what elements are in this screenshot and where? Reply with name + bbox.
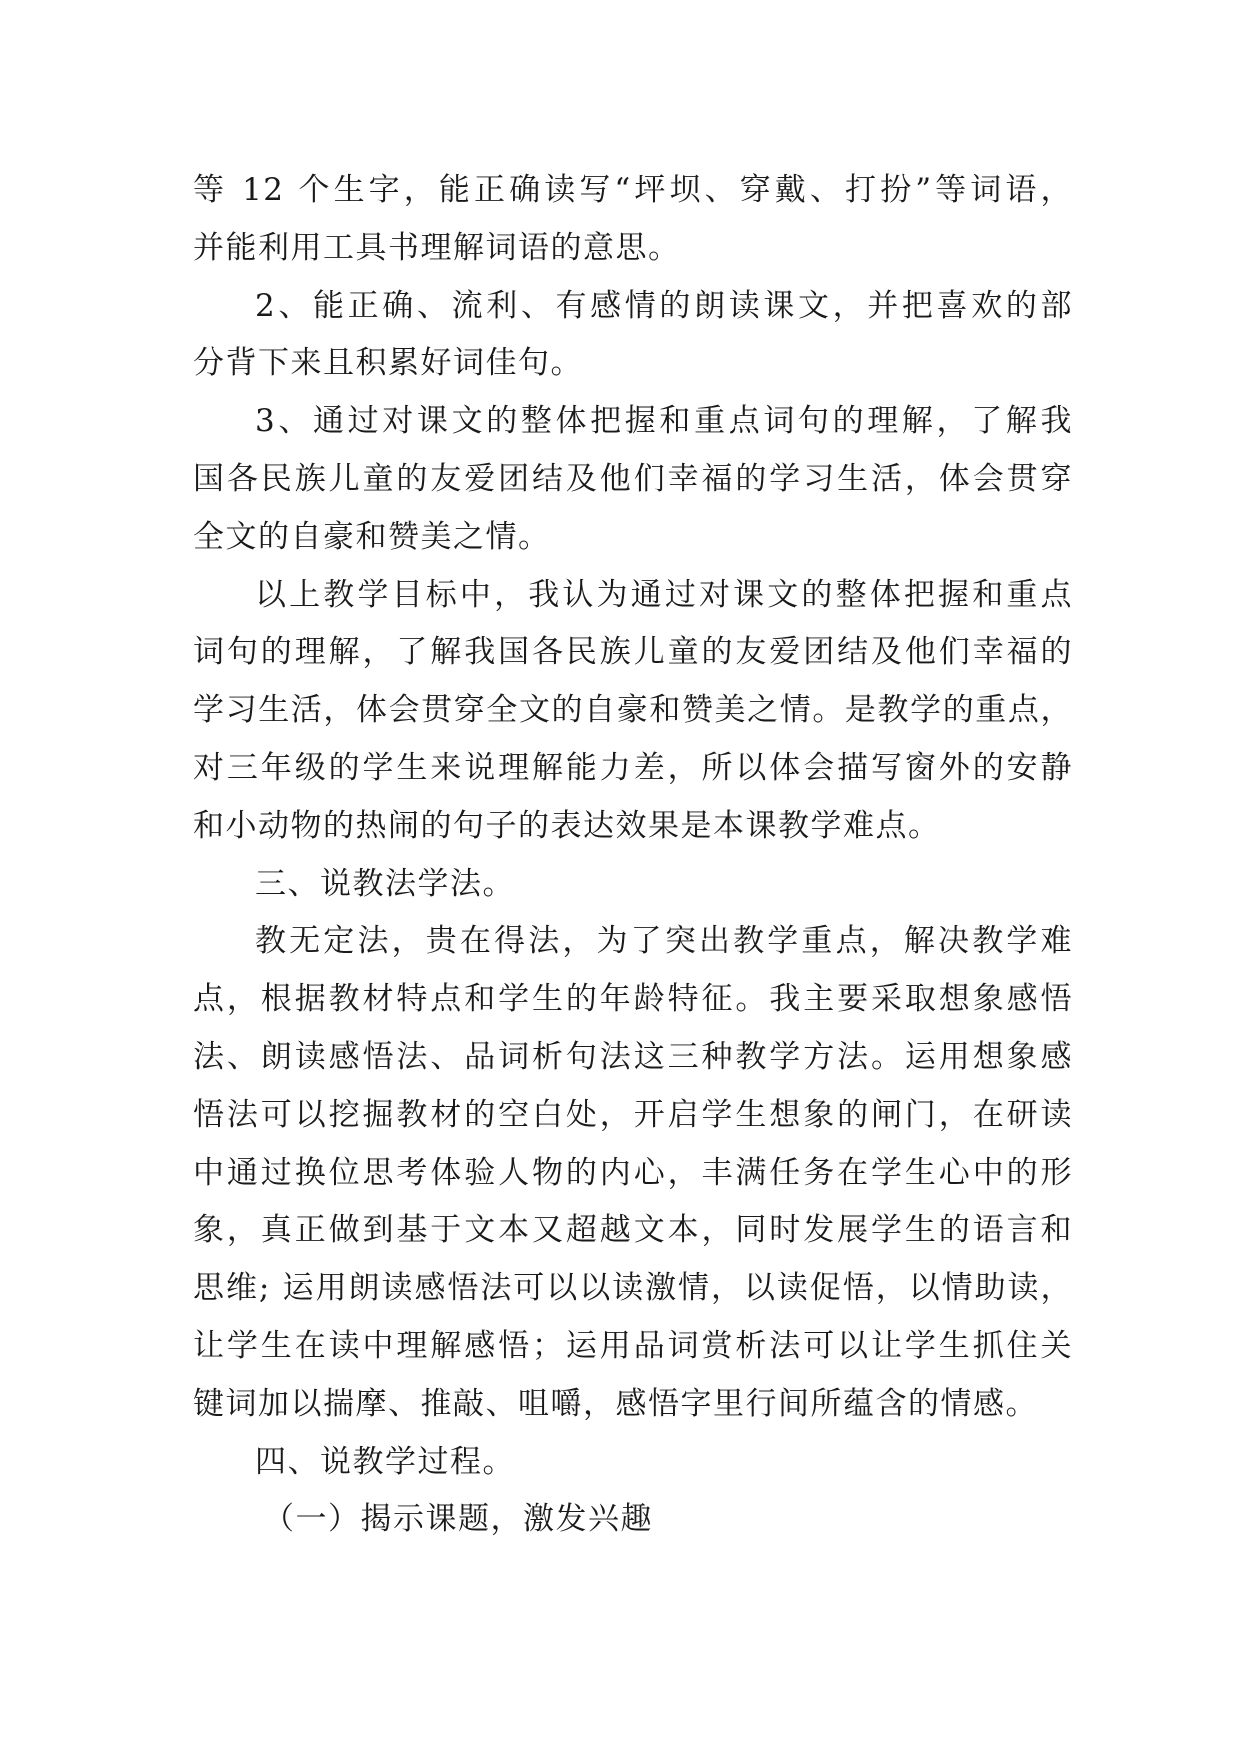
text-line: 和小动物的热闹的句子的表达效果是本课教学难点。 — [193, 807, 941, 844]
text-line: 等 12 个生字，能正确读写“坪坝、穿戴、打扮”等词语， — [193, 172, 1073, 208]
text-line: （一）揭示课题，激发兴趣 — [263, 1501, 653, 1538]
text-line: 悟法可以挖掘教材的空白处，开启学生想象的闸门，在研读 — [193, 1096, 1073, 1133]
paragraph-understanding-goal — [193, 393, 1073, 566]
paragraph-reading-goal — [193, 278, 1073, 394]
text-line: 以上教学目标中，我认为通过对课文的整体把握和重点 — [255, 576, 1073, 613]
text-line: 3、通过对课文的整体把握和重点词句的理解，了解我 — [255, 403, 1073, 440]
text-line: 让学生在读中理解感悟；运用品词赏析法可以让学生抓住关 — [193, 1327, 1073, 1364]
text-line: 并能利用工具书理解词语的意思。 — [193, 229, 681, 266]
text-line: 思维; 运用朗读感悟法可以以读激情，以读促悟，以情助读， — [193, 1270, 1073, 1307]
text-line: 四、说教学过程。 — [255, 1443, 515, 1480]
text-line: 教无定法，贵在得法，为了突出教学重点，解决教学难 — [255, 923, 1073, 960]
paragraph-vocabulary-goal — [193, 162, 1073, 278]
section-heading-methods — [193, 856, 1073, 914]
text-line: 国各民族儿童的友爱团结及他们幸福的学习生活，体会贯穿 — [193, 460, 1073, 497]
paragraph-key-points — [193, 567, 1073, 856]
text-line: 三、说教法学法。 — [255, 865, 515, 902]
text-line: 学习生活，体会贯穿全文的自豪和赞美之情。是教学的重点， — [193, 692, 1073, 729]
subsection-heading-intro — [193, 1491, 1073, 1549]
text-line: 词句的理解，了解我国各民族儿童的友爱团结及他们幸福的 — [193, 634, 1073, 671]
text-line: 键词加以揣摩、推敲、咀嚼，感悟字里行间所蕴含的情感。 — [193, 1385, 1038, 1422]
text-line: 分背下来且积累好词佳句。 — [193, 345, 583, 382]
document-body — [193, 162, 1073, 1549]
text-line: 点，根据教材特点和学生的年龄特征。我主要采取想象感悟 — [193, 981, 1073, 1018]
text-line: 对三年级的学生来说理解能力差，所以体会描写窗外的安静 — [193, 749, 1073, 786]
text-line: 2、能正确、流利、有感情的朗读课文，并把喜欢的部 — [255, 287, 1073, 324]
text-line: 全文的自豪和赞美之情。 — [193, 518, 551, 555]
section-heading-process — [193, 1434, 1073, 1492]
paragraph-teaching-methods — [193, 913, 1073, 1433]
text-line: 中通过换位思考体验人物的内心，丰满任务在学生心中的形 — [193, 1154, 1073, 1191]
text-line: 象，真正做到基于文本又超越文本，同时发展学生的语言和 — [193, 1212, 1073, 1249]
text-line: 法、朗读感悟法、品词析句法这三种教学方法。运用想象感 — [193, 1038, 1073, 1075]
